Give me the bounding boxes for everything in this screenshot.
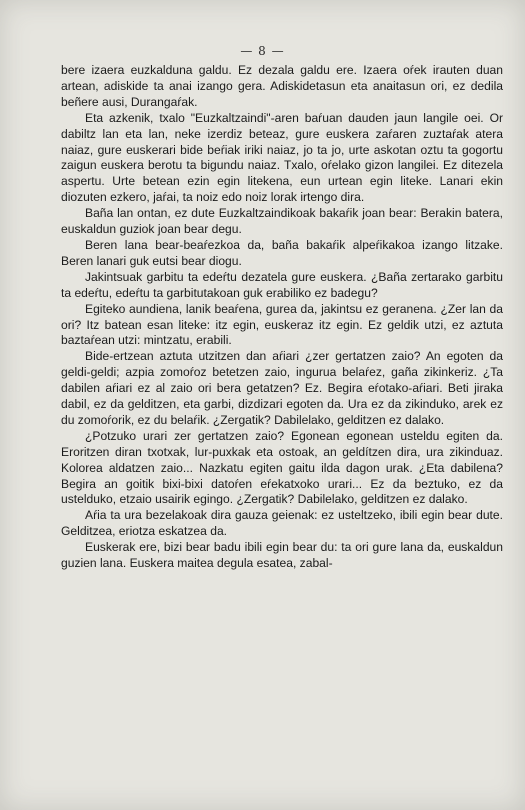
paragraph-8: ¿Potzuko urari zer gertatzen zaio? Egonean egonean usteldu egiten da. Eroritzen diran txotxak, lur-puxkak eta ostoak, an geldítzen dira, ura zikinduaz. Kolorea aldatzen zaio... Nazkatu egiten gaitu ilda dagon urak. ¿Eta dabilena? Begira an goitik bixi-bixi datoŕen eŕekatxoko urari... Ez da beztuko, ez da ustelduko, etzaio usairik egingo. ¿Zergatik? Dabilelako, gelditzen ez dalako.: [61, 428, 503, 507]
paragraph-4: Beren lana bear-beaŕezkoa da, baña bakaŕik alpeŕikakoa izango litzake. Beren lanari guk eutsi bear diogu.: [61, 237, 503, 268]
paragraph-10: Euskerak ere, bizi bear badu ibili egin bear du: ta ori gure lana da, euskaldun guzien lana. Euskera maitea degula esatea, zabal-: [61, 540, 503, 571]
paragraph-3: Baña lan ontan, ez dute Euzkaltzaindikoak bakaŕik joan bear: Berakin batera, euskaldun guziok joan bear degu.: [61, 206, 503, 237]
page-number: — 8 —: [240, 44, 285, 58]
paragraph-9: Aŕia ta ura bezelakoak dira gauza geienak: ez usteltzeko, ibili egin bear dute. Gelditzea, eriotza eskatzea da.: [61, 508, 503, 539]
paragraph-1: bere izaera euzkalduna galdu. Ez dezala galdu ere. Izaera oŕek irauten duan artean, adiskide ta anai izango gera. Adiskidetasun eta anaitasun ori, ez dedila beñere ausi, Durangaŕak.: [61, 63, 503, 109]
paragraph-5: Jakintsuak garbitu ta edeŕtu dezatela gure euskera. ¿Baña zertarako garbitu ta edeŕtu, edeŕtu ta garbitutakoan guk erabiliko ez badegu?: [61, 269, 503, 300]
paragraph-2: Eta azkenik, txalo "Euzkaltzaindi"-aren baŕuan dauden jaun langile oei. Or dabiltz lan eta lan, neke izerdiz beteaz, gure euskera zaŕaren zuztaŕak atera naiaz, gure euskerari bide beŕiak iriki naiaz, jo ta jo, urte askotan oztu ta gogortu zaigun euskera berotu ta bigundu naiaz. Txalo, oŕelako gizon langilei. Ez ditezela aspertu. Urte betean ezin egin litekena, eun urtean egin liteke. Lanari ekin diozuten ezkero, jaŕai, ta noiz edo noiz lorak irtengo dira.: [61, 110, 503, 205]
paragraph-7: Bide-ertzean aztuta utzitzen dan aŕiari ¿zer gertatzen zaio? An egoten da geldi-geldi; azpia zomoŕoz betetzen zaio, ingurua belaŕez, gaña zikinkeriz. ¿Ta dabilen aŕiari ez al zaio ori bera getatzen? Ez. Begira eŕotako-aŕiari. Beti jiraka dabil, ez da gelditzen, eta garbi, dizdizari egoten da. Ura ez da zikinduko, arek ez du zomoŕorik, ez du belaŕik. ¿Zergatik? Dabilelako, gelditzen ez dalako.: [61, 349, 503, 427]
body-text: [61, 63, 503, 572]
paragraph-6: Egiteko aundiena, lanik beaŕena, gurea da, jakintsu ez geranena. ¿Zer lan da ori? Itz batean esan liteke: itz egin, euskeraz itz egin. Ez geldik utzi, ez aztuta baztaŕean utzi: mintzatu, erabili.: [61, 301, 503, 348]
